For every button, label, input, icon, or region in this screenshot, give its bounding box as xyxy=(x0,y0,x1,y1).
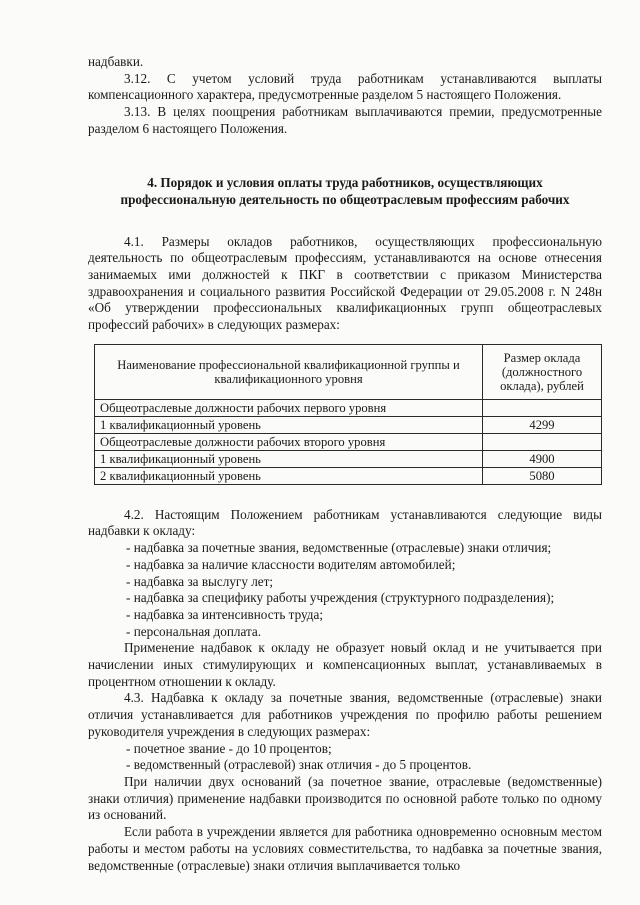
paragraph-4-3-combined: Если работа в учреждении является для работника одновременно основным местом работы и местом работы на условиях совместительства, то надбавка за почетные звания, ведомственные (отраслевые) знаки отличия выплачивается только xyxy=(88,824,602,873)
allowance-list xyxy=(88,540,602,640)
salary-table xyxy=(94,344,602,485)
list-item: - надбавка за интенсивность труда; xyxy=(126,606,323,622)
list-item: - персональная доплата. xyxy=(126,623,262,639)
paragraph-4-1: 4.1. Размеры окладов работников, осуществляющих профессиональную деятельность по общеотраслевым профессиям, устанавливаются на основе отнесения занимаемых ими должностей к ПКГ в соответствии с приказом Министерства здравоохранения и социального развития Российской Федерации от 29.05.2008 г. N 248н «Об утверждении профессиональных квалификационных групп общеотраслевых профессий рабочих» в следующих размерах: xyxy=(88,233,602,333)
table-row xyxy=(95,467,602,484)
paragraph-4-3-basis: При наличии двух оснований (за почетное звание, отраслевые (ведомственные) знаки отличия) применение надбавки производится по основной работе только по одному из оснований. xyxy=(88,773,602,823)
table-cell-value: 4900 xyxy=(483,450,602,467)
table-header-group-name: Наименование профессиональной квалификационной группы и квалификационного уровня xyxy=(95,344,483,399)
table-row xyxy=(95,450,602,467)
table-header-row xyxy=(95,344,602,399)
paragraph-3-12: 3.12. С учетом условий труда работникам устанавливаются выплаты компенсационного характера, предусмотренные разделом 5 настоящего Положения. xyxy=(88,70,602,103)
section-4-heading: 4. Порядок и условия оплаты труда работников, осуществляющих профессиональную деятельность по общеотраслевым профессиям рабочих xyxy=(120,174,570,207)
paragraph-4-2-note: Применение надбавок к окладу не образует новый оклад и не учитывается при начислении иных стимулирующих и компенсационных выплат, устанавливаемых в процентном отношении к окладу. xyxy=(88,640,602,689)
table-row xyxy=(95,399,602,416)
carry-over-text: надбавки. xyxy=(88,54,144,69)
table-cell-value xyxy=(483,399,602,416)
table-cell-level: 1 квалификационный уровень xyxy=(95,416,483,433)
table-cell-level: 2 квалификационный уровень xyxy=(95,467,483,484)
paragraph-3-13: 3.13. В целях поощрения работникам выплачиваются премии, предусмотренные разделом 6 настоящего Положения. xyxy=(88,104,602,136)
table-cell-value: 4299 xyxy=(483,416,602,433)
paragraph-4-2: 4.2. Настоящим Положением работникам устанавливаются следующие виды надбавки к окладу: xyxy=(88,506,602,539)
table-cell-group: Общеотраслевые должности рабочих второго уровня xyxy=(95,433,483,450)
table-cell-value: 5080 xyxy=(483,467,602,484)
list-item: - надбавка за наличие классности водителям автомобилей; xyxy=(126,556,456,572)
paragraph-4-3: 4.3. Надбавка к окладу за почетные звания, ведомственные (отраслевые) знаки отличия устанавливается для работников учреждения по профилю работы решением руководителя учреждения в следующих размерах: xyxy=(88,690,602,739)
list-item: - почетное звание - до 10 процентов; xyxy=(126,740,332,756)
list-item: - ведомственный (отраслевой) знак отличия - до 5 процентов. xyxy=(126,757,472,773)
table-row xyxy=(95,433,602,450)
table-header-salary: Размер оклада (должностного оклада), рублей xyxy=(483,344,602,399)
table-cell-group: Общеотраслевые должности рабочих первого уровня xyxy=(95,399,483,416)
list-item: - надбавка за почетные звания, ведомственные (отраслевые) знаки отличия; xyxy=(126,540,552,556)
table-row xyxy=(95,416,602,433)
list-item: - надбавка за выслугу лет; xyxy=(126,573,274,589)
honorary-list xyxy=(88,741,602,774)
list-item: - надбавка за специфику работы учреждения (структурного подразделения); xyxy=(126,590,555,606)
table-cell-value xyxy=(483,433,602,450)
table-cell-level: 1 квалификационный уровень xyxy=(95,450,483,467)
